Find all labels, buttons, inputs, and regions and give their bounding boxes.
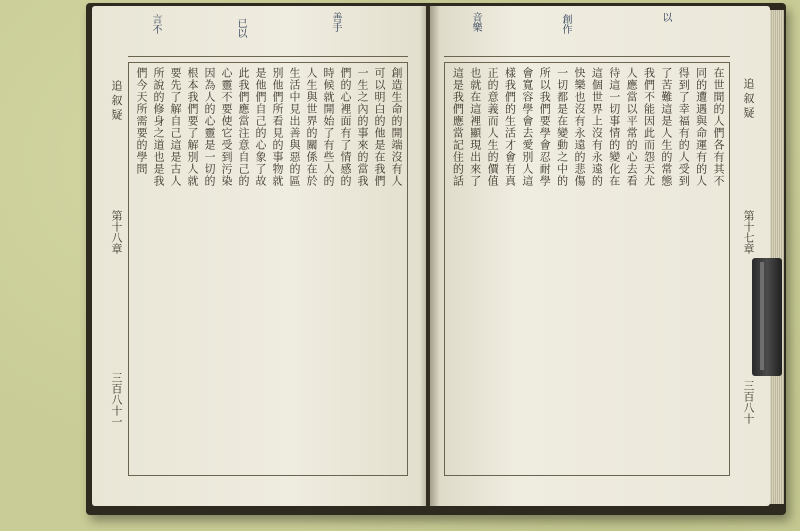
text-column: 快樂也沒有永遠的悲傷 xyxy=(573,67,586,187)
left-margin-chapter: 第十八章 xyxy=(110,210,123,254)
book-gutter xyxy=(420,6,440,506)
text-column: 因為人的心靈是一切的 xyxy=(203,67,216,187)
text-column: 在世間的人們各有其不 xyxy=(712,67,725,187)
text-column: 創造生命的開端沒有人 xyxy=(390,67,403,187)
text-column: 了苦難這是人生的常態 xyxy=(659,67,673,187)
text-column: 一切都是在變動之中的 xyxy=(555,67,569,187)
right-margin-title: 追 叙 疑 xyxy=(742,78,755,118)
left-margin-number: 三百八十一 xyxy=(110,372,123,427)
text-column: 人應當以平常的心去看 xyxy=(625,67,639,187)
right-margin-chapter: 第十七章 xyxy=(742,210,755,254)
text-column: 別他們所看見的事物就 xyxy=(271,67,284,187)
text-column: 待這一切事情的變化在 xyxy=(607,67,621,187)
text-column: 我們不能因此而怨天尤 xyxy=(642,67,656,187)
text-column: 們今天所需要的學問 xyxy=(135,67,148,175)
text-column: 樣我們的生活才會有真 xyxy=(503,67,517,187)
text-column: 也就在這裡顯現出來了 xyxy=(468,67,482,187)
text-column: 一生之內的事來的當我 xyxy=(356,67,369,187)
text-column: 正的意義而人生的價值 xyxy=(486,67,500,187)
tab-highlight xyxy=(760,262,764,370)
text-column: 此我們應當注意自己的 xyxy=(237,67,250,187)
text-column: 這個世界上沒有永遠的 xyxy=(590,67,604,187)
text-column: 得到了幸福有的人受到 xyxy=(677,67,691,187)
text-column: 是他們自己的心象了故 xyxy=(254,67,267,187)
text-column: 可以明白的他是在我們 xyxy=(373,67,386,187)
left-margin-title: 追 叙 疑 xyxy=(110,80,123,120)
text-column: 要先了解自己這是古人 xyxy=(169,67,182,187)
handwritten-note: 創作 xyxy=(560,14,571,34)
right-text-block xyxy=(444,62,730,476)
handwritten-note: 言不 xyxy=(150,14,161,34)
handwritten-note: 已以 xyxy=(235,18,246,38)
text-column: 生活中見出善與惡的區 xyxy=(288,67,301,187)
handwritten-note: 善手 xyxy=(330,12,341,32)
text-column: 人生與世界的關係在於 xyxy=(305,67,318,187)
handwritten-note: 音樂 xyxy=(470,12,481,32)
black-index-tab xyxy=(752,258,782,376)
text-column: 時候就開始了有些人的 xyxy=(322,67,335,187)
text-column: 根本我們要了解別人就 xyxy=(186,67,199,187)
text-column: 同的遭遇與命運有的人 xyxy=(694,67,708,187)
page-edges xyxy=(770,10,784,504)
handwritten-note: 以 xyxy=(660,12,671,22)
text-column: 所以我們要學會忍耐學 xyxy=(538,67,552,187)
text-column: 會寬容學會去愛別人這 xyxy=(520,67,534,187)
text-column: 心靈不要使它受到污染 xyxy=(220,67,233,187)
text-column: 們的心裡面有了情感的 xyxy=(339,67,352,187)
text-column: 這是我們應當記住的話 xyxy=(451,67,465,187)
text-column: 所說的修身之道也是我 xyxy=(152,67,165,187)
left-text-block xyxy=(128,62,408,476)
right-margin-number: 三百八十 xyxy=(742,380,755,424)
